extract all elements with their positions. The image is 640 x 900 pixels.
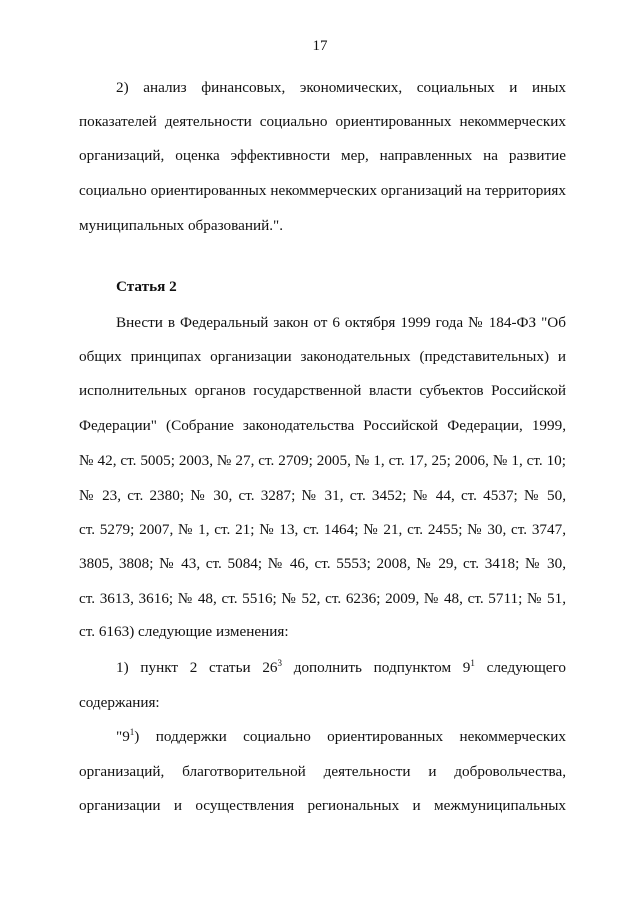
- paragraph-4-line-3: организации и осуществления региональных и межмуниципальных: [79, 797, 566, 814]
- paragraph-2-line-5: № 42, ст. 5005; 2003, № 27, ст. 2709; 2005, № 1, ст. 17, 25; 2006, № 1, ст. 10;: [79, 452, 566, 469]
- paragraph-4-line-2: организаций, благотворительной деятельности и добровольчества,: [79, 763, 566, 780]
- paragraph-3-line-1: [116, 658, 566, 678]
- paragraph-3-text-3: следующего: [474, 659, 566, 676]
- article-heading: Статья 2: [116, 278, 177, 295]
- paragraph-4-text-1: "9: [116, 728, 130, 745]
- paragraph-4-line-1: [116, 727, 566, 747]
- page-number: 17: [312, 38, 328, 54]
- paragraph-4-text-2: ) поддержки социально ориентированных некоммерческих: [134, 728, 566, 745]
- paragraph-1-line-5: муниципальных образований.".: [79, 217, 283, 234]
- paragraph-2-line-3: исполнительных органов государственной власти субъектов Российской: [79, 382, 566, 399]
- paragraph-3-superscript-2: 1: [470, 658, 475, 668]
- paragraph-2-line-7: ст. 5279; 2007, № 1, ст. 21; № 13, ст. 1464; № 21, ст. 2455; № 30, ст. 3747,: [79, 521, 566, 538]
- paragraph-3-text-2: дополнить подпунктом 9: [282, 659, 471, 676]
- paragraph-2-line-2: общих принципах организации законодательных (представительных) и: [79, 348, 566, 365]
- paragraph-2-line-9: ст. 3613, 3616; № 48, ст. 5516; № 52, ст. 6236; 2009, № 48, ст. 5711; № 51,: [79, 590, 566, 607]
- paragraph-2-line-10: ст. 6163) следующие изменения:: [79, 623, 289, 640]
- paragraph-2-line-8: 3805, 3808; № 43, ст. 5084; № 46, ст. 5553; 2008, № 29, ст. 3418; № 30,: [79, 555, 566, 572]
- paragraph-4-superscript-1: 1: [129, 727, 135, 737]
- paragraph-1-line-2: показателей деятельности социально ориентированных некоммерческих: [79, 113, 566, 130]
- paragraph-2-line-1: Внести в Федеральный закон от 6 октября 1999 года № 184-ФЗ "Об: [116, 314, 566, 331]
- paragraph-2-line-6: № 23, ст. 2380; № 30, ст. 3287; № 31, ст. 3452; № 44, ст. 4537; № 50,: [79, 487, 566, 504]
- paragraph-3-line-2: содержания:: [79, 694, 160, 711]
- paragraph-1-line-3: организаций, оценка эффективности мер, направленных на развитие: [79, 147, 566, 164]
- paragraph-1-line-1: 2) анализ финансовых, экономических, социальных и иных: [116, 79, 566, 96]
- paragraph-3-text-1: 1) пункт 2 статьи 26: [116, 659, 278, 676]
- paragraph-3-superscript-1: 3: [277, 658, 283, 668]
- paragraph-2-line-4: Федерации" (Собрание законодательства Российской Федерации, 1999,: [79, 417, 566, 434]
- paragraph-1-line-4: социально ориентированных некоммерческих организаций на территориях: [79, 182, 566, 199]
